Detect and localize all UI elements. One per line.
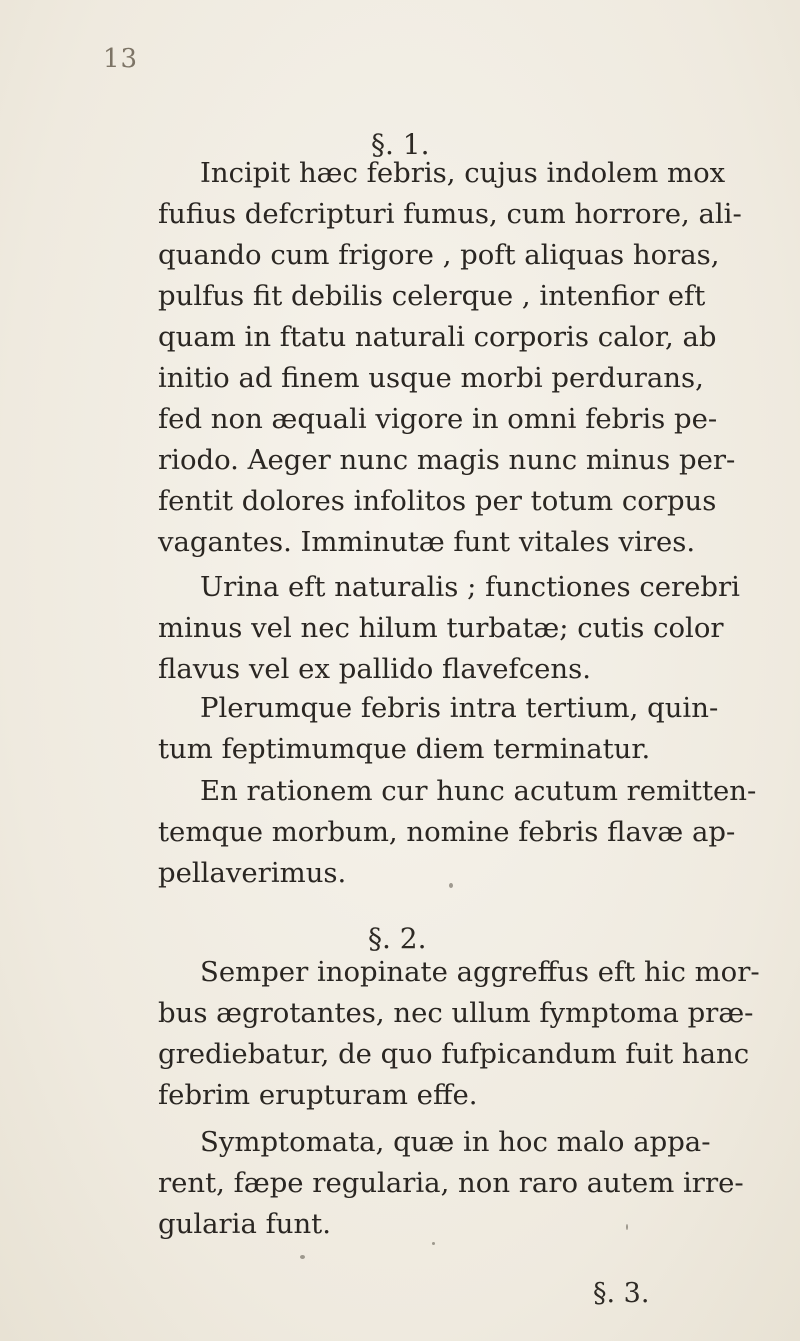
text-line: riodo. Aeger nunc magis nunc minus per- [158,444,736,476]
text-line: pellaverimus. [158,857,347,889]
text-line: rent, fæpe regularia, non raro autem irre- [158,1167,744,1199]
text-line: pulfus fit debilis celerque , intenfior eft [158,280,706,312]
text-line: fentit dolores infolitos per totum corpus [158,485,717,517]
text-line: fufius defcripturi fumus, cum horrore, ali- [158,198,742,230]
text-line: En rationem cur hunc acutum remitten- [200,775,757,807]
text-line: grediebatur, de quo fufpicandum fuit hanc [158,1038,750,1070]
text-line: Incipit hæc febris, cujus indolem mox [200,157,726,189]
text-line: tum feptimumque diem terminatur. [158,733,651,765]
text-line: quando cum frigore , poft aliquas horas, [158,239,720,271]
text-line: temque morbum, nomine febris flavæ ap- [158,816,736,848]
text-line: Urina eft naturalis ; functiones cerebri [200,571,740,603]
text-line: Symptomata, quæ in hoc malo appa- [200,1126,711,1158]
text-line: Plerumque febris intra tertium, quin- [200,692,719,724]
text-line: initio ad finem usque morbi perdurans, [158,362,704,394]
text-line: minus vel nec hilum turbatæ; cutis color [158,612,724,644]
section-1-paragraph-2 [158,567,740,690]
text-line: fed non æquali vigore in omni febris pe- [158,403,718,435]
text-line: flavus vel ex pallido flavefcens. [158,653,591,685]
section-2-paragraph-1 [158,952,760,1116]
text-line: quam in ftatu naturali corporis calor, ab [158,321,717,353]
text-line: bus ægrotantes, nec ullum fymptoma præ- [158,997,754,1029]
paper-speck [432,1242,435,1245]
section-1-paragraph-3 [158,688,719,770]
section-1-paragraph-4 [158,771,757,894]
paper-speck [626,1224,628,1230]
text-line: febrim erupturam effe. [158,1079,478,1111]
catchword: §. 3. [593,1278,650,1309]
section-heading-2: §. 2. [368,922,427,955]
paper-speck [300,1255,305,1259]
section-heading-1: §. 1. [371,128,430,161]
section-2-paragraph-2 [158,1122,744,1245]
page-number: 13 [103,44,139,74]
section-1-paragraph-1 [158,153,742,563]
text-line: vagantes. Imminutæ funt vitales vires. [158,526,696,558]
paper-speck [449,883,453,888]
text-line: Semper inopinate aggreffus eft hic mor- [200,956,760,988]
text-line: gularia funt. [158,1208,331,1240]
